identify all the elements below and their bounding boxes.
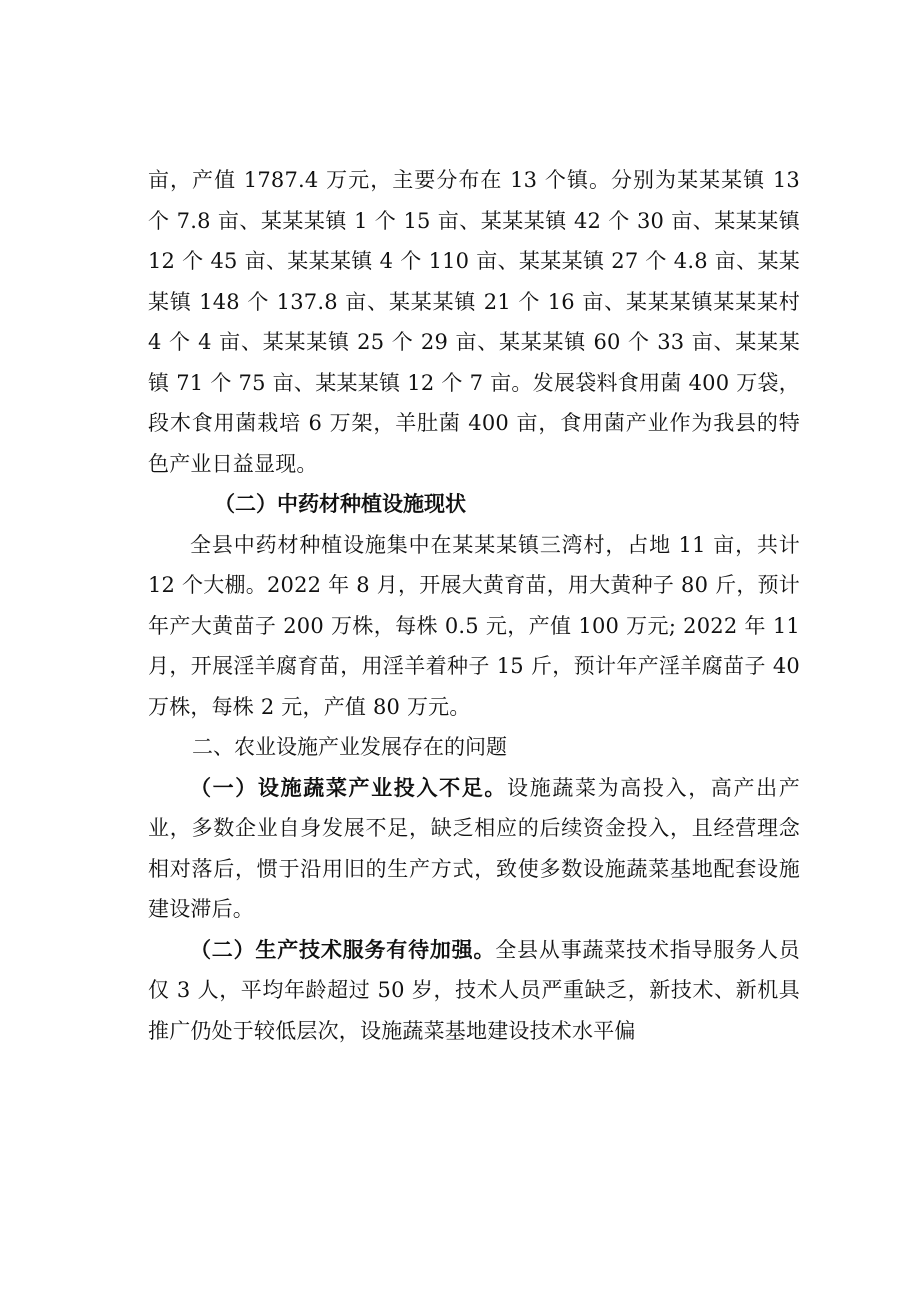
document-body [148, 160, 800, 1051]
paragraph-body-investment: 设施蔬菜为高投入，高产出产业，多数企业自身发展不足，缺乏相应的后续资金投入，且经营理念相对落后，惯于沿用旧的生产方式，致使多数设施蔬菜基地配套设施建设滞后。 [148, 775, 800, 921]
paragraph-lead-tech: （二）生产技术服务有待加强。 [190, 936, 496, 962]
paragraph-edible-fungi: 亩，产值 1787.4 万元，主要分布在 13 个镇。分别为某某某镇 13 个 7.8 亩、某某某镇 1 个 15 亩、某某某镇 42 个 30 亩、某某某镇 12 个 45 亩、某某某镇 4 个 110 亩、某某某镇 27 个 4.8 亩、某某某镇 148 个 137.8 亩、某某某镇 21 个 16 亩、某某某镇某某某村 4 个 4 亩、某某某镇 25 个 29 亩、某某某镇 60 个 33 亩、某某某镇 71 个 75 亩、某某某镇 12 个 7 亩。发展袋料食用菌 400 万袋，段木食用菌栽培 6 万架，羊肚菌 400 亩，食用菌产业作为我县的特色产业日益显现。 [148, 168, 800, 476]
section-heading-problems: 二、农业设施产业发展存在的问题 [192, 735, 507, 759]
paragraph-lead-investment: （一）设施蔬菜产业投入不足。 [190, 774, 508, 800]
paragraph-tech-services [148, 930, 800, 1052]
paragraph-body-tech: 全县从事蔬菜技术指导服务人员仅 3 人，平均年龄超过 50 岁，技术人员严重缺乏，新技术、新机具推广仍处于较低层次，设施蔬菜基地建设技术水平偏 [148, 937, 800, 1043]
paragraph-investment-shortage [148, 768, 800, 930]
subheading-medicinal-herbs: （二）中药材种植设施现状 [214, 491, 466, 516]
paragraph-medicinal-herbs: 全县中药材种植设施集中在某某某镇三湾村，占地 11 亩，共计 12 个大棚。2022 年 8 月，开展大黄育苗，用大黄种子 80 斤，预计年产大黄苗子 200 万株，每株 0.5 元，产值 100 万元; 2022 年 11 月，开展淫羊腐育苗，用淫羊着种子 15 斤，预计年产淫羊腐苗子 40 万株，每株 2 元，产值 80 万元。 [148, 532, 800, 719]
